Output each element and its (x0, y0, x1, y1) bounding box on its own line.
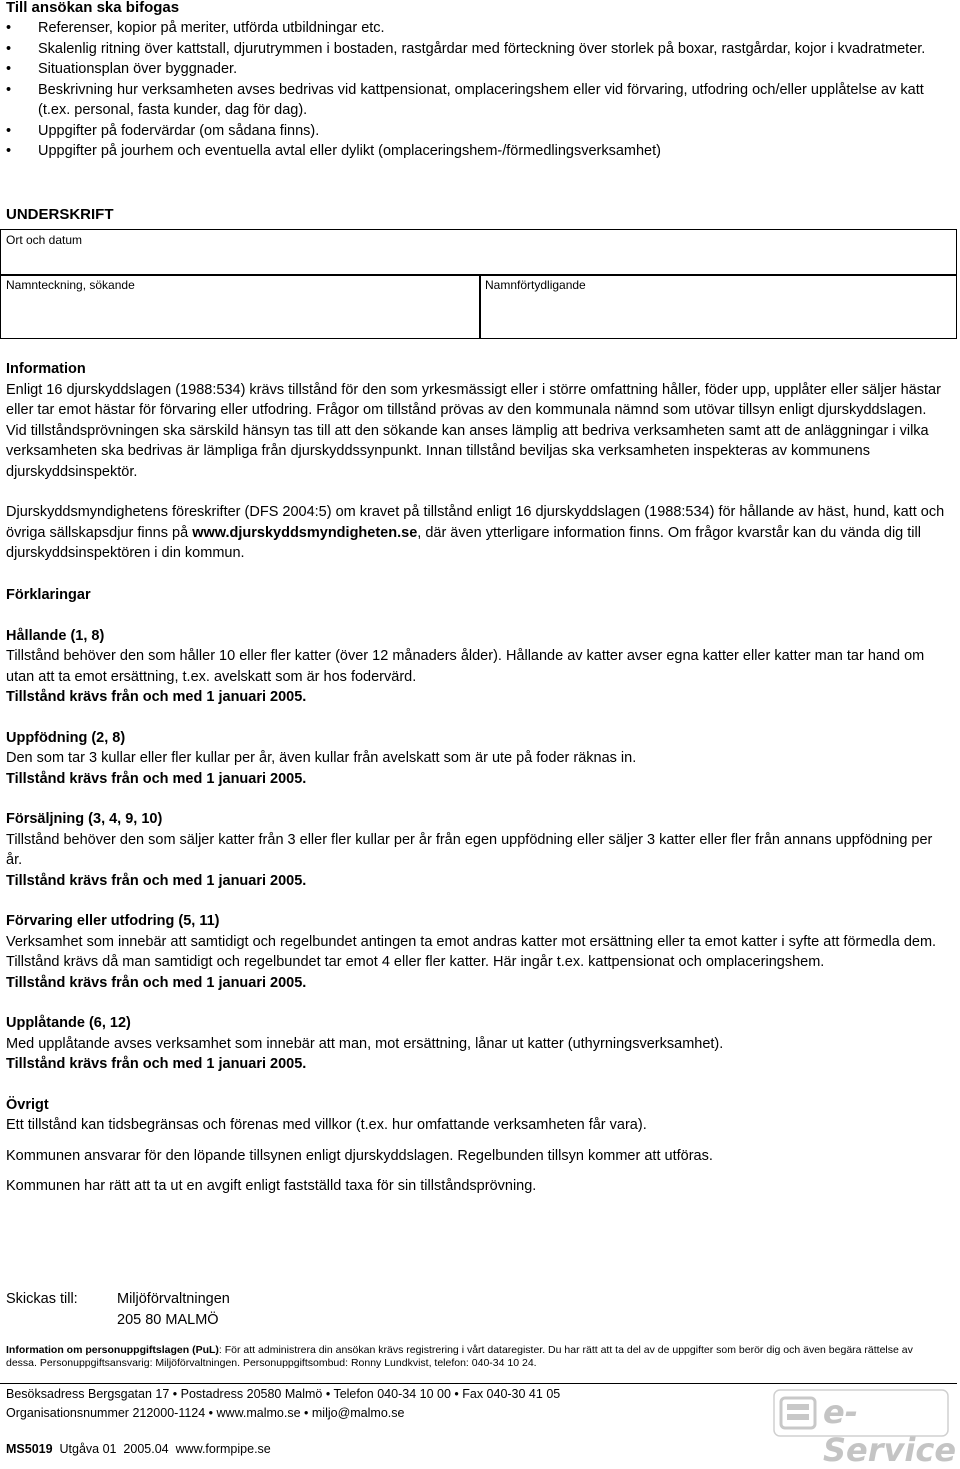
information-paragraph: Enligt 16 djurskyddslagen (1988:534) krävs tillstånd för den som yrkesmässigt eller i större omfattning håller, föder upp, upplåter eller säljer hästar eller tar emot hästar för förvaring eller utfodring. Frågor om tillstånd prövas av den kommunala nämnd som utövar tillsyn enligt djurskyddslagen. Vid tillståndsprövningen ska särskild hänsyn tas till att den sökande kan anses lämplig att bedriva verksamheten samt att de anläggningar i vilka verksamheten ska bedrivas är lämpliga från djurskyddssynpunkt. Innan tillstånd beviljas ska verksamheten inspekteras av kommunens djurskyddsinspektör. (6, 381, 941, 480)
information-paragraph-2: Djurskyddsmyndighetens föreskrifter (DFS 2004:5) om kravet på tillstånd enligt 16 djurskyddslagen (1988:534) för hållande av häst, hund, katt och övriga sällskapsdjur finns på www.djurskyddsmyndigheten.se, där även ytterligare information finns. Om frågor kvarstår kan du vända dig till djurskyddsinspektören i din kommun. (6, 504, 945, 561)
attachments-list (6, 18, 951, 162)
storage-required: Tillstånd krävs från och med 1 januari 2005. (6, 974, 307, 991)
other-text-1: Ett tillstånd kan tidsbegränsas och förenas med villkor (t.ex. hur omfattande verksamheten får vara). (6, 1117, 647, 1133)
attachments-heading: Till ansökan ska bifogas (6, 0, 180, 16)
information-heading: Information (6, 361, 86, 377)
bullet-icon: • (6, 143, 12, 159)
list-item: • Skalenlig ritning över kattstall, djurutrymmen i bostaden, rastgårdar med förteckning över storlek på boxar, rastgårdar, kojor i kvadratmeter. (6, 39, 951, 60)
other-text-2: Kommunen ansvarar för den löpande tillsynen enligt djurskyddslagen. Regelbunden tillsyn kommer att utföras. (6, 1147, 713, 1164)
list-item: • Uppgifter på jourhem och eventuella avtal eller dylikt (omplaceringshem-/förmedlingsverksamhet) (6, 141, 951, 162)
lending-text: Med upplåtande avses verksamhet som innebär att man, mot ersättning, lånar ut katter (uthyrningsverksamhet). (6, 1035, 724, 1052)
holding-required: Tillstånd krävs från och med 1 januari 2005. (6, 689, 307, 705)
bullet-icon: • (6, 81, 12, 98)
selling-title: Försäljning (3, 4, 9, 10) (6, 811, 163, 827)
signature-field[interactable] (0, 274, 481, 339)
signature-heading: UNDERSKRIFT (6, 206, 114, 223)
footer-line-1: Besöksadress Bergsgatan 17 • Postadress 20580 Malmö • Telefon 040-34 10 00 • Fax 040-30 41 05 (6, 1387, 561, 1401)
other-block (6, 1095, 951, 1197)
selling-required: Tillstånd krävs från och med 1 januari 2005. (6, 872, 307, 889)
send-to-label: Skickas till: (6, 1291, 78, 1307)
list-item: • Situationsplan över byggnader. (6, 59, 951, 80)
information-section (6, 359, 951, 564)
other-title: Övrigt (6, 1096, 49, 1113)
pul-notice: Information om personuppgiftslagen (PuL): För att administrera din ansökan krävs registrering i vårt dataregister. Du har rätt att ta del av de uppgifter som berör dig och även begära rättelse av dessa. Personuppgiftsansvarig: Miljöförvaltningen. Personuppgiftsombud: Ronny Lundkvist, telefon: 040-34 10 24. (6, 1344, 913, 1369)
footer-divider (0, 1383, 957, 1384)
breeding-title: Uppfödning (2, 8) (6, 729, 126, 746)
lending-title: Upplåtande (6, 12) (6, 1015, 131, 1031)
footer-line-2: Organisationsnummer 212000-1124 • www.malmo.se • miljo@malmo.se (6, 1406, 405, 1420)
breeding-block (6, 728, 951, 790)
send-to-line-1: Miljöförvaltningen (117, 1291, 230, 1307)
storage-text: Verksamhet som innebär att samtidigt och regelbundet antingen ta emot andras katter mot ersättning eller ta emot katter i syfte att förmedla dem. Tillstånd krävs då man samtidigt och regelbundet tar emot 4 eller fler katter. Här ingår t.ex. kattpensionat och omplaceringshem. (6, 933, 937, 970)
breeding-text: Den som tar 3 kullar eller fler kullar per år, även kullar från avelskatt som är ute på foder räknas in. (6, 750, 637, 766)
eservice-logo (773, 1389, 957, 1469)
list-item: • Uppgifter på fodervärdar (om sådana finns). (6, 121, 951, 142)
selling-block (6, 809, 951, 891)
djurskydd-link[interactable]: www.djurskyddsmyndigheten.se (192, 524, 418, 541)
bullet-icon: • (6, 122, 12, 139)
signature-label: Namnteckning, sökande (6, 278, 135, 292)
storage-title: Förvaring eller utfodring (5, 11) (6, 913, 220, 929)
holding-block (6, 626, 951, 708)
place-date-field[interactable] (0, 229, 957, 276)
clarification-label: Namnförtydligande (485, 278, 586, 292)
bullet-icon: • (6, 20, 12, 36)
lending-block (6, 1013, 951, 1075)
breeding-required: Tillstånd krävs från och med 1 januari 2005. (6, 770, 307, 787)
explanations-heading: Förklaringar (6, 587, 91, 603)
eservice-logo-text: e-Service (823, 1393, 957, 1469)
holding-text: Tillstånd behöver den som håller 10 eller fler katter (över 12 månaders ålder). Hållande av katter avser egna katter eller katter man tar hand om utan att ta emot ersättning, t.ex. avelskatt som är hos fodervärd. (6, 648, 925, 685)
explanations-section (6, 585, 951, 1197)
list-item: • Beskrivning hur verksamheten avses bedrivas vid kattpensionat, omplaceringshem eller vid förvaring, utfodring och/eller upplåtelse av katt (t.ex. personal, fasta kunder, dag för dag). (6, 81, 924, 118)
bullet-icon: • (6, 61, 12, 77)
send-to-address (117, 1289, 230, 1330)
place-date-label: Ort och datum (6, 233, 83, 247)
send-to-line-2: 205 80 MALMÖ (117, 1311, 219, 1328)
list-item: • Referenser, kopior på meriter, utförda utbildningar etc. (6, 18, 951, 39)
storage-block (6, 911, 951, 993)
holding-title: Hållande (1, 8) (6, 627, 105, 644)
clarification-field[interactable] (479, 274, 957, 339)
lending-required: Tillstånd krävs från och med 1 januari 2005. (6, 1056, 307, 1072)
form-version: MS5019 Utgåva 01 2005.04 www.formpipe.se (6, 1442, 271, 1456)
bullet-icon: • (6, 40, 12, 57)
selling-text: Tillstånd behöver den som säljer katter från 3 eller fler kullar per år från egen uppfödning eller säljer 3 katter eller fler från annans uppfödning per år. (6, 831, 933, 868)
other-text-3: Kommunen har rätt att ta ut en avgift enligt fastställd taxa för sin tillståndsprövning. (6, 1178, 537, 1194)
